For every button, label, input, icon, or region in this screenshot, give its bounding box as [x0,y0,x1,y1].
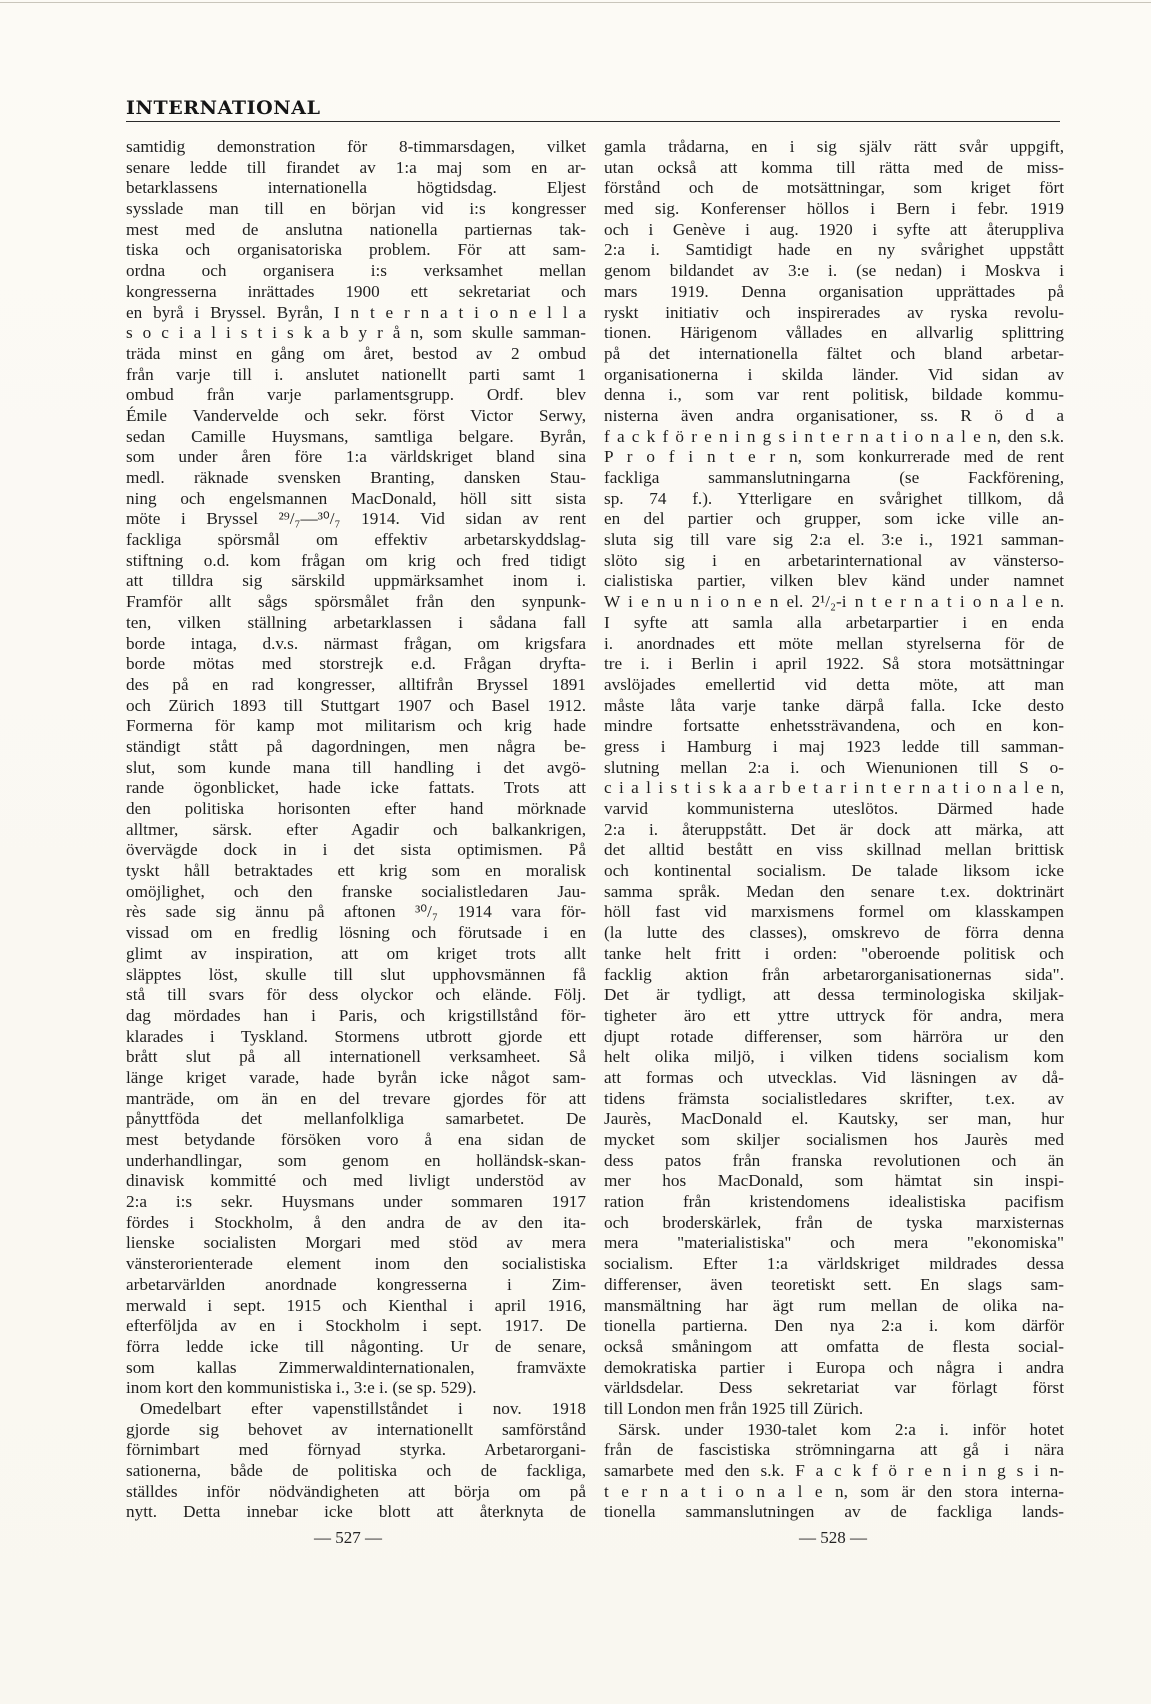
text-line: mera "materialistiska" och mera "ekonomiska" [604,1233,1064,1253]
text-line: borde mötas med storstrejk e.d. Frågan dryfta- [126,654,586,674]
text-line: tanke helt fritt i orden: "oberoende politisk och [604,943,1064,963]
top-edge-rule [0,2,1151,3]
text-line: Jaurès, MacDonald el. Kautsky, ser man, hur [604,1109,1064,1129]
right-column [604,137,1064,1523]
text-line: på det internationella fältet och bland arbetar- [604,343,1064,363]
text-line: vänsterorienterade element inom den socialistiska [126,1254,586,1274]
text-line: en del partier och grupper, som icke ville an- [604,509,1064,529]
text-line: facklig aktion från arbetarorganisationernas sida". [604,964,1064,984]
text-line: differenser, även teoretiskt sett. En slags sam- [604,1274,1064,1294]
text-line: mycket som skiljer socialismen hos Jaurès med [604,1130,1064,1149]
text-line: tre i. i Berlin i april 1922. Så stora motsättningar [604,654,1064,674]
text-line: fackliga sammanslutningarna (se Fackförening, [604,468,1064,487]
text-line: cialistiska partier, vilken blev känd under namnet [604,571,1064,591]
text-line: sp. 74 f.). Ytterligare en svårighet tillkom, då [604,488,1064,508]
text-line: kongresserna inrättades 1900 ett sekretariat och [126,281,586,301]
text-line: mest med de anslutna nationella partiernas tak- [126,219,586,239]
text-line: den politiska horisonten efter hand mörknade [126,799,586,818]
text-line: avslöjades emellertid vid detta möte, att man [604,674,1064,694]
text-line: Framför allt sågs spörsmålet från den synpunk- [126,592,586,612]
text-line: och kontinental socialism. De talade liksom icke [604,861,1064,881]
text-line: en byrå i Bryssel. Byrån, I n t e r n a t i o n e l l a [126,302,586,322]
text-line: glimt av inspiration, att om kriget trots allt [126,943,586,963]
text-line: dinavisk kommitté och med livligt understöd av [126,1171,586,1191]
text-line: Émile Vandervelde och sekr. först Victor Serwy, [126,405,586,425]
text-line: förstånd och de motsättningar, som kriget fört [604,178,1064,198]
text-line: s o c i a l i s t i s k a b y r å n, som skulle samman- [126,323,586,343]
text-line: betarklassens internationella högtidsdag. Eljest [126,178,586,198]
text-line: Det är tydligt, att dessa terminologiska skiljak- [604,985,1064,1005]
text-line: demokratiska partier i Europa och några i andra [604,1357,1064,1377]
text-line: genom bildandet av 3:e i. (se nedan) i Moskva i [604,261,1064,281]
page-number-left: — 527 — [314,1528,382,1547]
text-line: sluta sig till vare sig 2:a el. 3:e i., 1921 samman- [604,530,1064,550]
page-number-right: — 528 — [799,1528,867,1547]
text-line: ständigt stått på dagordningen, men några be- [126,736,586,756]
text-line: vissad om en fredlig lösning och förutsade i en [126,923,586,943]
text-line: fackliga spörsmål om effektiv arbetarskyddslag- [126,530,586,550]
text-line: höll fast vid marxismens formel om klasskampen [604,902,1064,922]
text-line: ration från kristendomens idealistiska pacifism [604,1192,1064,1212]
text-line: mars 1919. Denna organisation upprättades på [604,281,1064,301]
text-line: mer hos MacDonald, som hämtat sin inspi- [604,1171,1064,1191]
text-line: c i a l i s t i s k a a r b e t a r i n t e r n a t i o n a l e n, [604,778,1064,798]
text-line: W i e n u n i o n e n el. 2¹/₂-i n t e r n a t i o n a l e n. [604,592,1064,612]
text-line: tionella partierna. Den nya 2:a i. kom därför [604,1316,1064,1336]
text-line: i. anordnades ett möte mellan styrelserna för de [604,633,1064,653]
text-line: stiftning o.d. kom frågan om krig och fred tidigt [126,550,586,570]
text-line: 2:a i:s sekr. Huysmans under sommaren 1917 [126,1192,586,1212]
text-line: mest betydande försöken voro å ena sidan de [126,1130,586,1149]
text-line: I syfte att samla alla arbetarpartier i en enda [604,612,1064,632]
text-line: måste låta varje tanke därpå falla. Icke desto [604,695,1064,715]
text-line: brått slut på all internationell verksamheet. Så [126,1047,586,1067]
text-line: samtidig demonstration för 8-timmarsdagen, vilket [126,137,586,156]
text-line: t e r n a t i o n a l e n, som är den stora interna- [604,1481,1064,1501]
text-line: 2:a i. återuppstått. Det är dock att märka, att [604,819,1064,839]
text-line: att tilldra sig särskild uppmärksamhet inom i. [126,571,586,591]
text-line: f a c k f ö r e n i n g s i n t e r n a t i o n a l e n, den s.k. [604,426,1064,446]
text-line: Särsk. under 1930-talet kom 2:a i. inför hotet [618,1419,1064,1439]
text-line: dag mördades han i Paris, och krigstillstånd för- [126,1005,586,1025]
text-line: ställdes inför nödvändigheten att börja om på [126,1481,586,1501]
text-line: lienske socialisten Morgari med stöd av mera [126,1233,586,1253]
text-line: slut, som kunde mana till handling i det avgö- [126,757,586,777]
text-line: från de fascistiska strömningarna att gå i nära [604,1440,1064,1460]
text-line: dess patos från franska revolutionen och än [604,1150,1064,1170]
text-line: gress i Hamburg i maj 1923 ledde till samman- [604,736,1064,756]
text-line: ning och engelsmannen MacDonald, höll sitt sista [126,488,586,508]
text-line: förnimbart med förnyad styrka. Arbetarorgani- [126,1440,586,1460]
text-line: och Zürich 1893 till Stuttgart 1907 och Basel 1912. [126,695,586,715]
text-line: socialism. Efter 1:a världskriget mildrades dessa [604,1254,1064,1274]
text-line: det alltid bestått en viss skillnad mellan brittisk [604,840,1064,860]
text-line: samarbete med den s.k. F a c k f ö r e n i n g s i n- [604,1461,1064,1480]
text-line: sationerna, både de politiska och de fackliga, [126,1461,586,1480]
text-line: (la lutte des classes), omskrevo de förra denna [604,923,1064,943]
text-line: tiska och organisatoriska problem. För att sam- [126,240,586,260]
text-line: denna i., som var rent politisk, bildade kommu- [604,385,1064,405]
text-line: pånyttföda det mellanfolkliga samarbetet. De [126,1109,586,1129]
header-rule [126,121,1060,122]
text-line: och i Genève i aug. 1920 i syfte att återuppliva [604,219,1064,239]
text-line: underhandlingar, som genom en holländsk-skan- [126,1150,586,1170]
text-line: des på en rad kongresser, alltifrån Bryssel 1891 [126,674,586,694]
text-line: tigheter äro ett yttre uttryck för andra, mera [604,1005,1064,1025]
text-line: ten, vilken ställning arbetarklassen i sådana fall [126,612,586,632]
text-line: organisationerna i skilda länder. Vid sidan av [604,364,1064,384]
text-line: manträde, om än en del trevare gjordes för att [126,1088,586,1108]
text-line: borde intaga, d.v.s. närmast frågan, om krigsfara [126,633,586,653]
text-line: slöto sig i en arbetarinternational av vänsterso- [604,550,1064,570]
text-line: att formas och utvecklas. Vid läsningen av då- [604,1067,1064,1087]
text-line: P r o f i n t e r n, som konkurrerade med de rent [604,447,1064,467]
text-line: efterföljda av en i Stockholm i sept. 1917. De [126,1316,586,1336]
text-line: merwald i sept. 1915 och Kienthal i april 1916, [126,1295,586,1315]
text-line: tionen. Härigenom vållades en allvarlig splittring [604,323,1064,343]
text-line: ordna och organisera i:s verksamhet mellan [126,261,586,281]
text-line: fördes i Stockholm, å den andra de av den ita- [126,1212,586,1232]
running-head: INTERNATIONAL [126,97,321,119]
text-line: djupt rotade differenser, som härröra ur den [604,1026,1064,1046]
text-line: Omedelbart efter vapenstillståndet i nov. 1918 [140,1398,586,1418]
text-line: medl. räknade svensken Branting, dansken Stau- [126,468,586,487]
text-line: träda minst en gång om året, bestod av 2 ombud [126,343,586,363]
text-line: senare ledde till firandet av 1:a maj som en ar- [126,157,586,177]
text-line: klarades i Tyskland. Stormens utbrott gjorde ett [126,1026,586,1046]
text-line: tionella sammanslutningen av de fackliga lands- [604,1502,1064,1522]
text-line: med sig. Konferenser höllos i Bern i febr. 1919 [604,199,1064,219]
text-line: rande ögonblicket, hade icke fattats. Trots att [126,778,586,798]
text-line: övervägde dock in i det sista optimismen. På [126,840,586,860]
text-line: stå till svars för dess olyckor och elände. Följ. [126,985,586,1005]
text-line: som under åren före 1:a världskriget bland sina [126,447,586,467]
text-line: möte i Bryssel ²⁹/₇—³⁰/₇ 1914. Vid sidan av rent [126,509,586,529]
text-line: gjorde sig behovet av internationellt samförstånd [126,1419,586,1439]
left-column [126,137,586,1523]
text-line: som kallas Zimmerwaldinternationalen, framväxte [126,1357,586,1377]
text-line: ombud från varje parlamentsgrupp. Ordf. blev [126,385,586,405]
text-line: släpptes löst, skulle till slut upphovsmännen få [126,964,586,984]
text-line: också småningom att omfatta de flesta social- [604,1336,1064,1356]
text-line: nisterna även andra organisationer, ss. R ö d a [604,405,1064,425]
text-line: mindre fortsatte enhetssträvandena, och en kon- [604,716,1064,736]
text-line: rès sade sig ännu på aftonen ³⁰/₇ 1914 vara för- [126,902,586,922]
text-line: inom kort den kommunistiska i., 3:e i. (se sp. 529). [126,1378,477,1398]
text-line: ryskt initiativ och inspirerades av ryska revolu- [604,302,1064,322]
text-line: tyskt håll betraktades ett krig som en moralisk [126,861,586,881]
text-line: varvid kommunisterna uteslötos. Därmed hade [604,799,1064,818]
text-line: sysslade man till en början vid i:s kongresser [126,199,586,219]
text-line: omöjlighet, och den franske socialistledaren Jau- [126,881,586,901]
text-line: förra ledde icke till någonting. Ur de senare, [126,1336,586,1356]
text-line: från varje till i. anslutet nationellt parti samt 1 [126,364,586,384]
text-line: helt olika miljö, i vilken tidens socialism kom [604,1047,1064,1067]
text-line: utan också att komma till rätta med de miss- [604,157,1064,177]
text-line: och broderskärlek, från de tyska marxisternas [604,1212,1064,1232]
text-line: nytt. Detta innebar icke blott att återknyta de [126,1502,586,1522]
text-line: till London men från 1925 till Zürich. [604,1398,864,1418]
text-line: samma språk. Medan den senare t.ex. doktrinärt [604,881,1064,901]
text-line: sedan Camille Huysmans, samtliga belgare. Byrån, [126,426,586,446]
text-line: arbetarvärlden anordnade kongresserna i Zim- [126,1274,586,1294]
text-line: tidens främsta socialistledares skrifter, t.ex. av [604,1088,1064,1108]
text-line: 2:a i. Samtidigt hade en ny svårighet uppstått [604,240,1064,260]
text-line: världsdelar. Dess sekretariat var förlagt först [604,1378,1064,1398]
text-line: slutning mellan 2:a i. och Wienunionen till S o- [604,757,1064,777]
text-line: alltmer, särsk. efter Agadir och balkankrigen, [126,819,586,839]
text-line: gamla trådarna, en i sig själv rätt svår uppgift, [604,137,1064,156]
text-line: mansmältning har ägt rum mellan de olika na- [604,1295,1064,1315]
text-line: Formerna för kamp mot militarism och krig hade [126,716,586,736]
text-line: länge kriget varade, hade byrån icke något sam- [126,1067,586,1087]
